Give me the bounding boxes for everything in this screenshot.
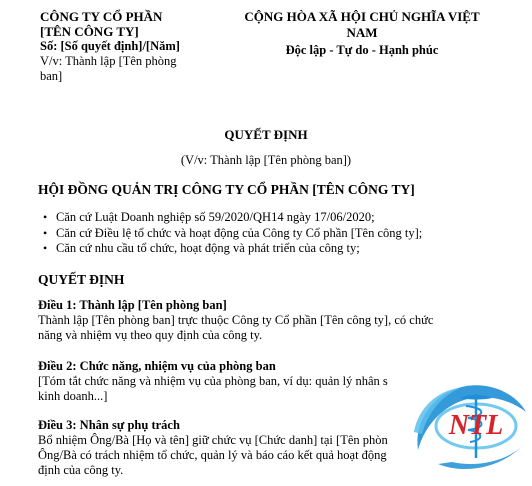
legal-basis-item: • Căn cứ nhu cầu tổ chức, hoạt động và phát triển của công ty; — [56, 241, 422, 257]
document-subtitle: (V/v: Thành lập [Tên phòng ban]) — [180, 153, 352, 167]
nation-name-line1: CỘNG HÒA XÃ HỘI CHỦ NGHĨA VIỆT — [244, 9, 480, 24]
company-name-line1: CÔNG TY CỔ PHẦN — [40, 9, 163, 24]
article-line: Ông/Bà có trách nhiệm tổ chức, quản lý và báo cáo kết quả hoạt động — [38, 448, 387, 462]
logo-text: NTL — [448, 410, 504, 441]
article-1 — [38, 298, 532, 343]
subject-line1: V/v: Thành lập [Tên phòng — [40, 54, 177, 68]
board-heading: HỘI ĐỒNG QUẢN TRỊ CÔNG TY CỔ PHẦN [TÊN CÔNG TY] — [38, 182, 415, 197]
article-title: Điều 2: Chức năng, nhiệm vụ của phòng ban — [38, 359, 276, 373]
article-line: kinh doanh...] — [38, 389, 108, 403]
article-line: định của công ty. — [38, 463, 124, 477]
article-title: Điều 3: Nhân sự phụ trách — [38, 418, 180, 432]
company-name-line2: [TÊN CÔNG TY] — [40, 24, 139, 39]
decision-heading: QUYẾT ĐỊNH — [38, 272, 125, 287]
national-motto: Độc lập - Tự do - Hạnh phúc — [285, 43, 439, 57]
legal-bases-list — [38, 210, 422, 257]
issuer-block — [40, 9, 200, 84]
article-line: năng và nhiệm vụ theo quy định của công ty. — [38, 328, 263, 342]
national-heading — [208, 9, 516, 58]
document-title: QUYẾT ĐỊNH — [224, 127, 308, 142]
article-line: [Tóm tắt chức năng và nhiệm vụ của phòng ban, ví dụ: quản lý nhân s — [38, 374, 388, 388]
article-line: Thành lập [Tên phòng ban] trực thuộc Công ty Cổ phần [Tên công ty], có chức — [38, 313, 434, 327]
subject-line2: ban] — [40, 69, 63, 83]
decision-number: Số: [Số quyết định]/[Năm] — [40, 39, 180, 53]
nation-name-line2: NAM — [346, 25, 378, 40]
legal-basis-item: • Căn cứ Luật Doanh nghiệp số 59/2020/QH14 ngày 17/06/2020; — [56, 210, 422, 226]
article-line: Bổ nhiệm Ông/Bà [Họ và tên] giữ chức vụ [Chức danh] tại [Tên phòn — [38, 433, 388, 447]
ntl-logo-watermark — [408, 372, 532, 476]
legal-basis-item: • Căn cứ Điều lệ tổ chức và hoạt động của Công ty Cổ phần [Tên công ty]; — [56, 226, 422, 242]
article-title: Điều 1: Thành lập [Tên phòng ban] — [38, 298, 227, 312]
